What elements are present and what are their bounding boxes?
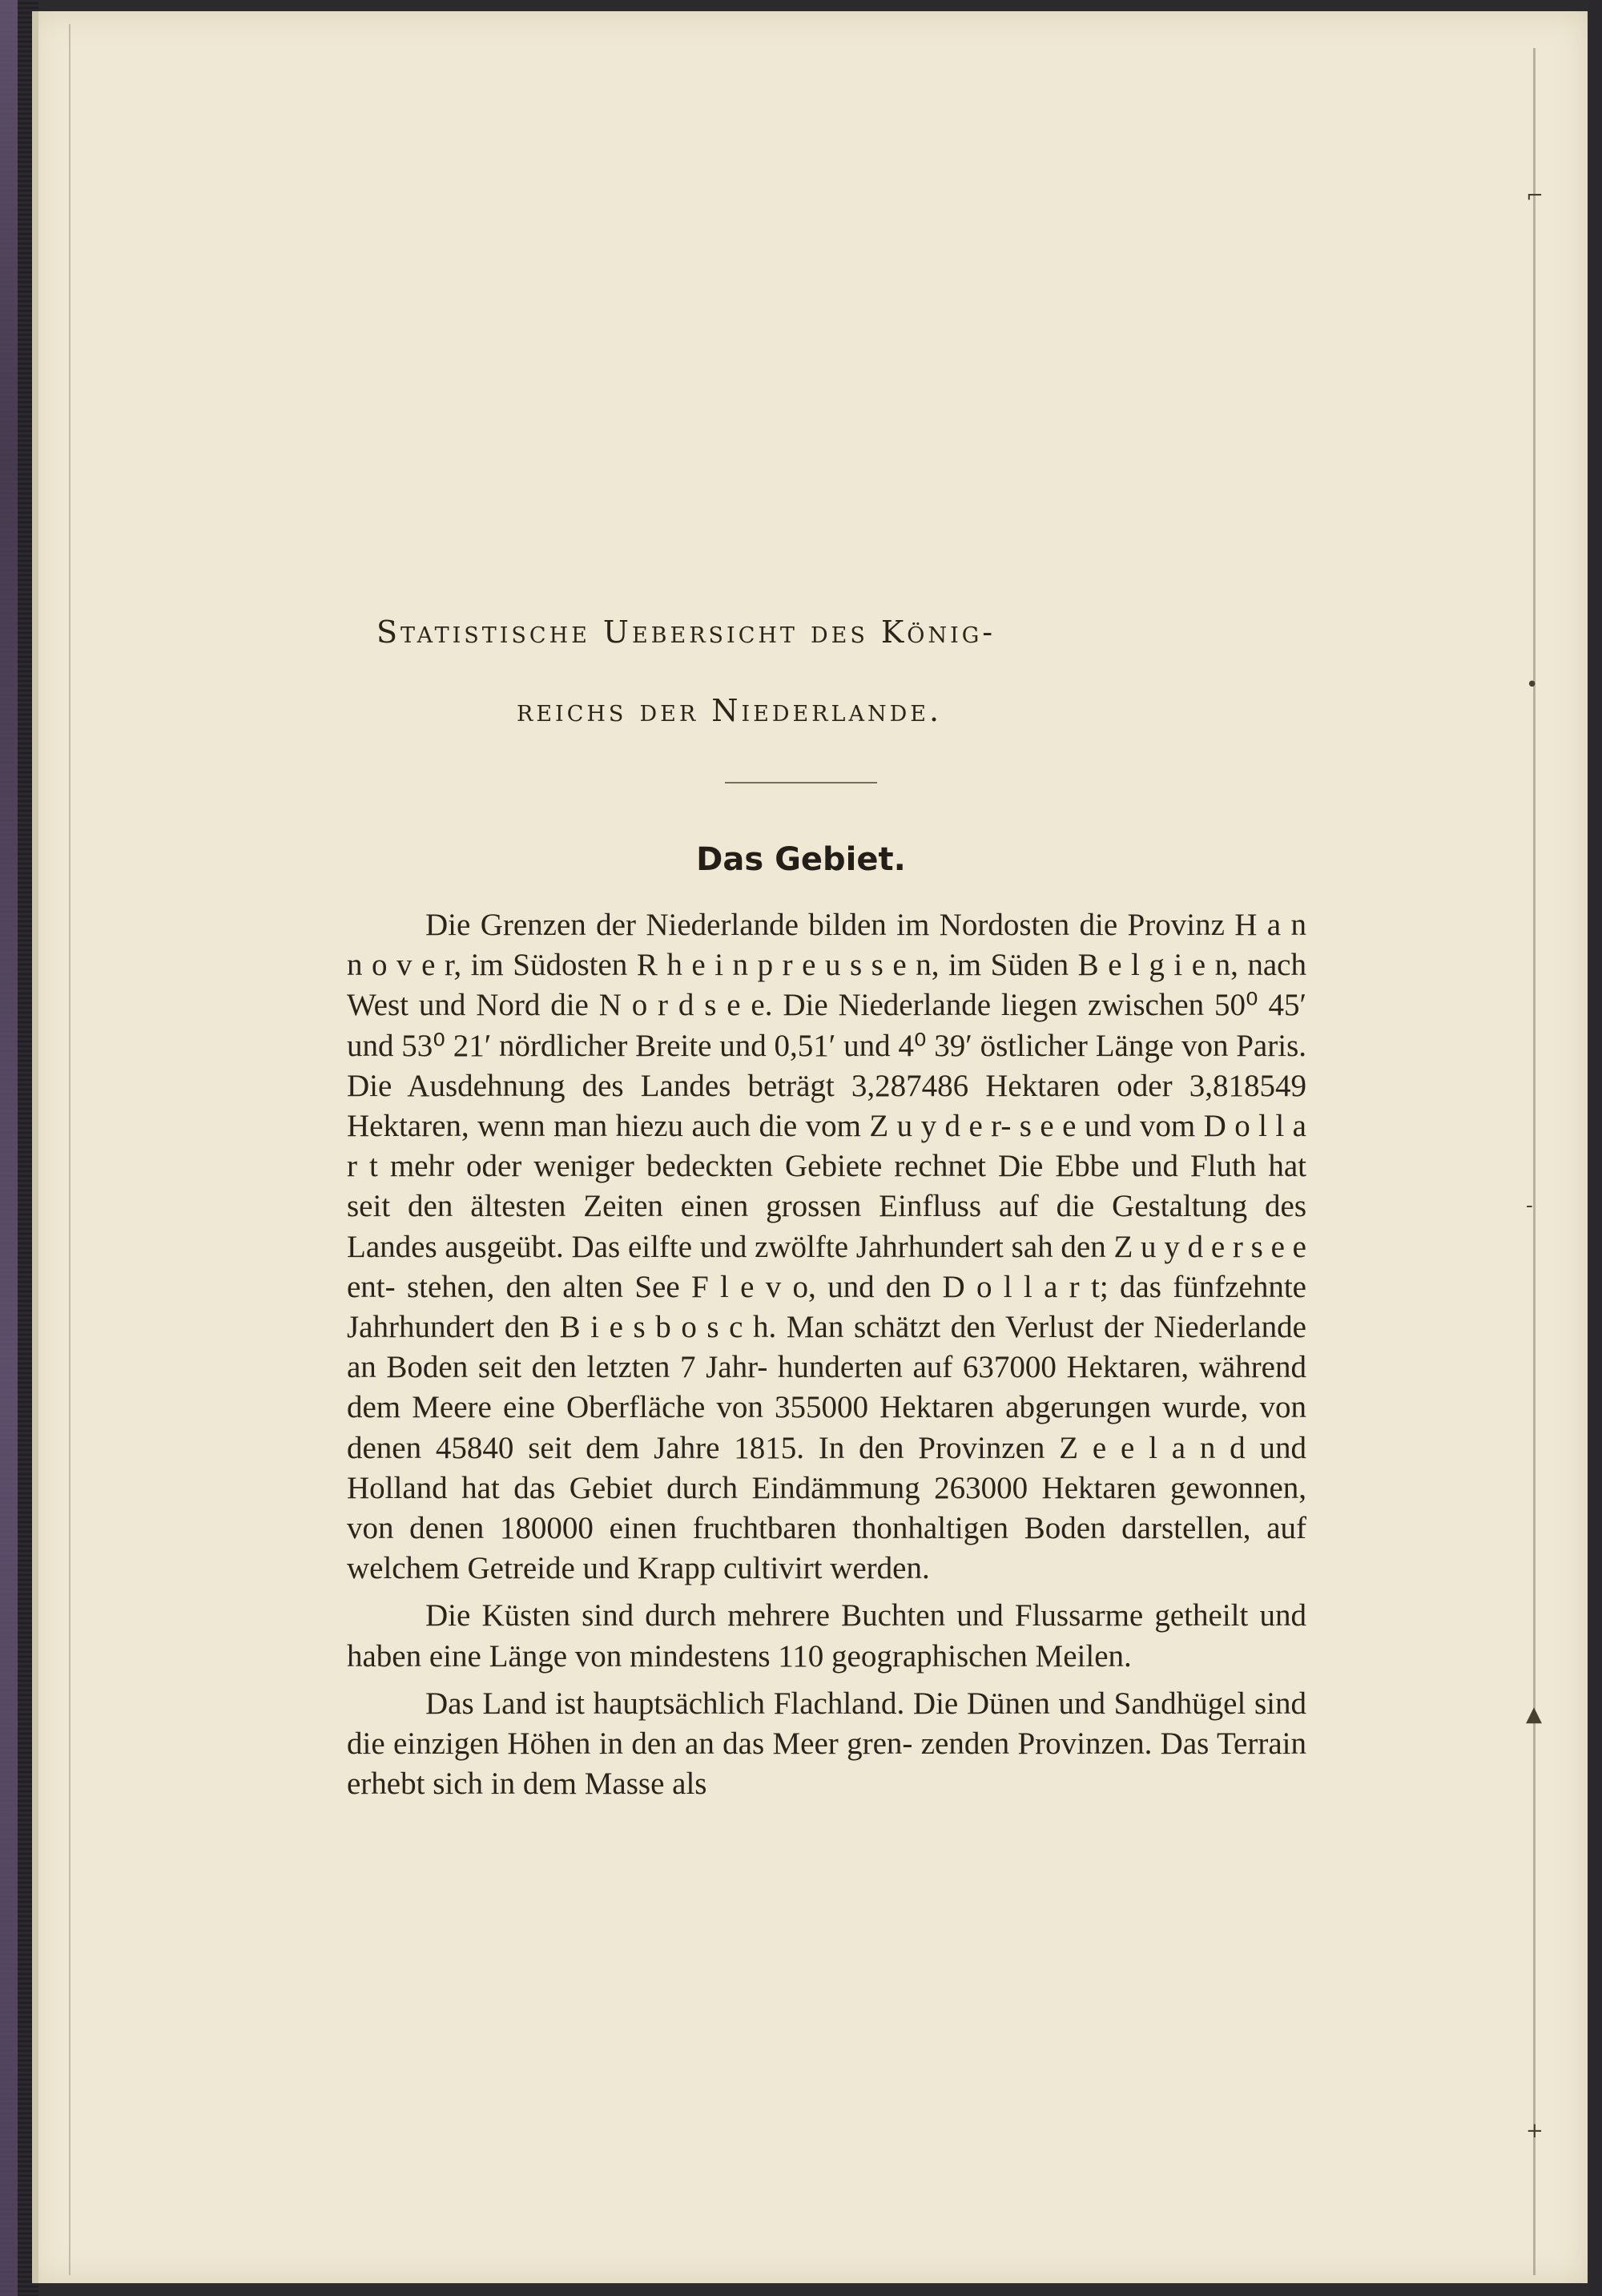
paragraph: Das Land ist hauptsächlich Flachland. Die Dünen und Sandhügel sind die einzigen Höhen in den an das Meer gren- zenden Provinzen. Das Terrain erhebt sich in dem Masse als [347,1686,1306,1802]
page-fold-line [69,24,70,2275]
paragraph: Die Küsten sind durch mehrere Buchten und Flussarme getheilt und haben eine Länge von mindestens 110 geographischen Meilen. [347,1598,1306,1674]
paragraph: Die Grenzen der Niederlande bilden im Nordosten die Provinz H a n n o v e r, im Südosten R h e i n p r e u s s e n, im Süden B e l g i e n, nach West und Nord die N o r d s e e. Die Niederlande liegen zwischen 50⁰ 45ʹ und 53⁰ 21ʹ nördlicher Breite und 0,51ʹ und 4⁰ 39ʹ östlicher Länge von Paris. Die Ausdehnung des Landes beträgt 3,287486 Hektaren oder 3,818549 Hektaren, wenn man hiezu auch die vom Z u y d e r- s e e und vom D o l l a r t mehr oder weniger bedeckten Gebiete rechnet Die Ebbe und Fluth hat seit den ältesten Zeiten einen grossen Einfluss auf die Gestaltung des Landes ausgeübt. Das eilfte und zwölfte Jahrhundert sah den Z u y d e r s e e ent- stehen, den alten See F l e v o, und den D o l l a r t; das fünfzehnte Jahrhundert den B i e s b o s c h. Man schätzt den Verlust der Niederlande an Boden seit den letzten 7 Jahr- hunderten auf 637000 Hektaren, während dem Meere eine Oberfläche von 355000 Hektaren abgerungen wurde, von denen 45840 seit dem Jahre 1815. In den Provinzen Z e e l a n d und Holland hat das Gebiet durch Eindämmung 263000 Hektaren gewonnen, von denen 180000 einen fruchtbaren thonhaltigen Boden darstellen, auf welchem Getreide und Krapp cultivirt werden. [347,908,1306,1586]
page-edge-line [1533,48,1536,2275]
book-cover-right [1589,0,1602,2296]
section-heading: Das Gebiet. [696,841,906,878]
title-line-1: Statistische Uebersicht des König- [376,614,996,650]
margin-mark: + [1526,2119,1544,2143]
page-gutter [32,11,38,2283]
page-title [376,593,1306,750]
title-divider [725,782,877,783]
margin-mark: • [1526,673,1539,697]
margin-mark: - [1526,1194,1533,1218]
margin-mark: ⌐ [1526,184,1544,208]
book-cover-binding [0,0,18,2296]
body-text [347,905,1306,1804]
margin-mark: ▲ [1526,1702,1542,1726]
title-line-2: reichs der Niederlande. [517,693,943,728]
